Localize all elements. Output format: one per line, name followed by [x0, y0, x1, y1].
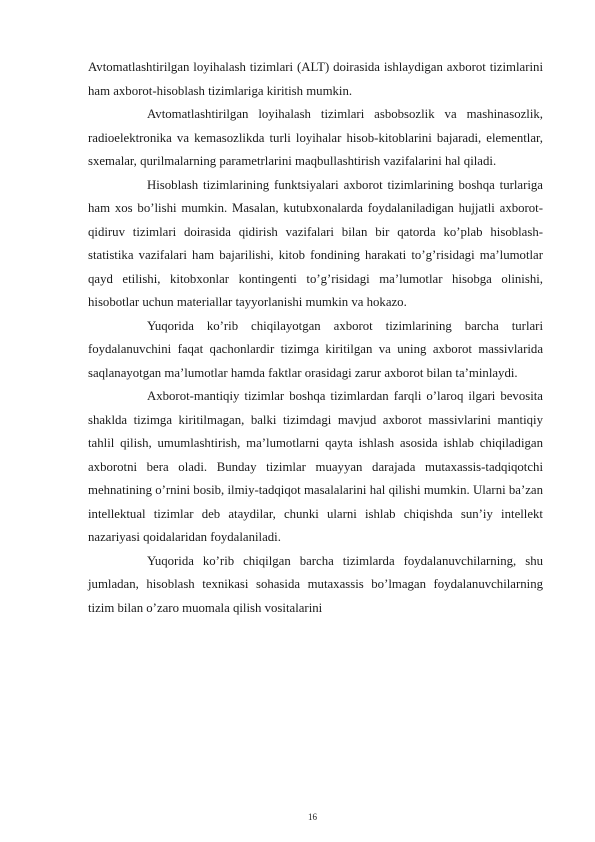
paragraph-5: Axborot-mantiqiy tizimlar boshqa tizimlardan farqli o’laroq ilgari bevosita shaklda tizimga kiritilmagan, balki tizimdagi mavjud axborot massivlarini mantiqiy tahlil qilish, umumlashtirish, ma’lumotlarni qayta ishlash asosida ishlab chiqiladigan axborotni bera oladi. Bunday tizimlar muayyan darajada mutaxassis-tadqiqotchi mehnatining o’rnini bosib, ilmiy-tadqiqot masalalarini hal qilishi mumkin. Ularni ba’zan intellektual tizimlar deb ataydilar, chunki ularni ishlab chiqishda sun’iy intellekt nazariyasi qoidalaridan foydalaniladi. — [88, 389, 543, 544]
paragraph-1: Avtomatlashtirilgan loyihalash tizimlari (ALT) doirasida ishlaydigan axborot tizimlarini ham axborot-hisoblash tizimlariga kiritish mumkin. — [88, 60, 543, 98]
paragraph-3: Hisoblash tizimlarining funktsiyalari axborot tizimlarining boshqa turlariga ham xos bo’lishi mumkin. Masalan, kutubxonalarda foydalaniladigan hujjatli axborot-qidiruv tizimlari doirasida qidirish vazifalari bilan bir qatorda ko’plab hisoblash-statistika vazifalari ham bajarilishi, kitob fondining harakati to’g’risidagi ma’lumotlar qayd etilishi, kitobxonlar kontingenti to’g’risidagi ma’lumotlar hisobga olinishi, hisobotlar uchun materiallar tayyorlanishi mumkin va hokazo. — [88, 177, 543, 309]
paragraph-4: Yuqorida ko’rib chiqilayotgan axborot tizimlarining barcha turlari foydalanuvchini faqat qachonlardir tizimga kiritilgan va uning axborot massivlarida saqlanayotgan ma’lumotlar hamda faktlar orasidagi zarur axborot bilan ta’minlaydi. — [88, 318, 543, 380]
paragraph-2: Avtomatlashtirilgan loyihalash tizimlari asbobsozlik va mashinasozlik, radioelektronika va kemasozlikda turli loyihalar hisob-kitoblarini bajaradi, elementlar, sxemalar, qurilmalarning parametrlarini maqbullashtirish vazifalarini hal qiladi. — [88, 107, 543, 168]
body-text — [88, 56, 543, 620]
paragraph-6: Yuqorida ko’rib chiqilgan barcha tizimlarda foydalanuvchilarning, shu jumladan, hisoblash texnikasi sohasida mutaxassis bo’lmagan foydalanuvchilarning tizim bilan o’zaro muomala qilish vositalarini — [88, 553, 543, 615]
page-number: 16 — [308, 812, 317, 822]
